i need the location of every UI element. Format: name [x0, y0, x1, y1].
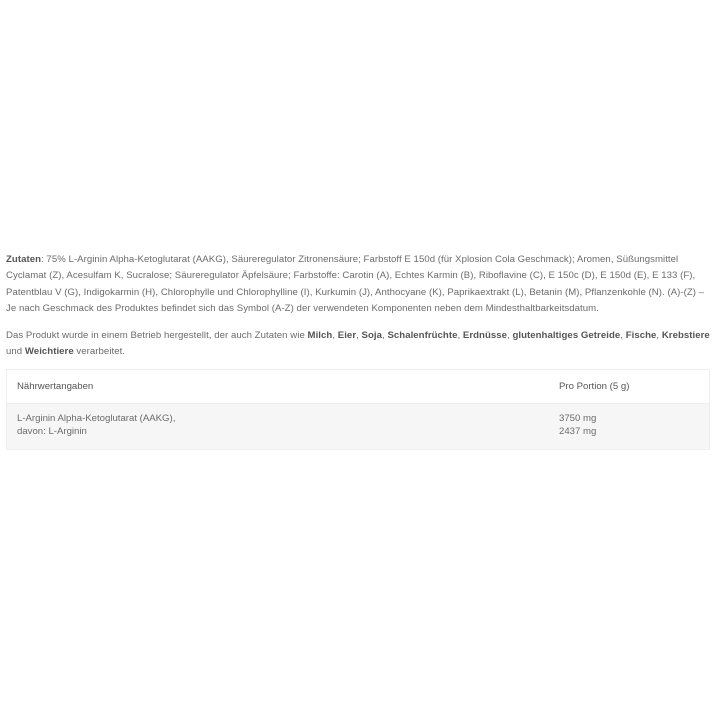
ingredients-text: : 75% L-Arginin Alpha-Ketoglutarat (AAKG), Säureregulator Zitronensäure; Farbstoff E 150d (für Xplosion Cola Geschmack); Aromen, Süßungsmittel Cyclamat (Z), Acesulfam K, Sucralose; Säureregulator Äpfelsäure; Farbstoffe: Carotin (A), Echtes Karmin (B), Riboflavine (C), E 150c (D), E 150d (E), E 133 (F), Patentblau V (G), Indigokarmin (H), Chlorophylle und Chlorophylline (I), Kurkumin (J), Anthocyane (K), Paprikaextrakt (L), Betanin (M), Pflanzenkohle (N). (A)-(Z) – Je nach Geschmack des Produktes befindet sich das Symbol (A-Z) der verwendeten Komponenten neben dem Mindesthaltbarkeitsdatum. [6, 254, 705, 315]
allergen-glutenhaltiges-getreide: glutenhaltiges Getreide [512, 329, 621, 341]
product-info-content [6, 252, 710, 450]
nutrition-value-line: 3750 mg [559, 413, 597, 425]
allergen-erdnuesse: Erdnüsse [462, 329, 508, 341]
nutrition-value-line: 2437 mg [559, 426, 597, 438]
facility-suffix: verarbeitet. [73, 346, 126, 358]
allergen-milch: Milch [307, 329, 333, 341]
nutrition-header-row [7, 370, 710, 404]
nutrition-label-line: L-Arginin Alpha-Ketoglutarat (AAKG), [17, 413, 176, 425]
allergen-soja: Soja [361, 329, 383, 341]
allergen-krebstiere: Krebstiere [661, 329, 710, 341]
allergen-facility-notice: Das Produkt wurde in einem Betrieb hergestellt, der auch Zutaten wie Milch, Eier, Soja, Schalenfrüchte, Erdnüsse, glutenhaltiges Getreide, Fische, Krebstiere und Weichtiere verarbeitet. [6, 329, 710, 358]
allergen-weichtiere: Weichtiere [24, 346, 74, 358]
nutrition-label-line: davon: L-Arginin [17, 426, 87, 438]
table-row [7, 404, 710, 450]
nutrition-header-portion: Pro Portion (5 g) [549, 370, 710, 404]
ingredients-paragraph [6, 252, 710, 318]
nutrition-table [6, 369, 710, 450]
ingredients-label: Zutaten [6, 254, 41, 265]
facility-prefix: Das Produkt wurde in einem Betrieb hergestellt, der auch Zutaten wie [6, 329, 308, 341]
allergen-schalenfruechte: Schalenfrüchte [387, 329, 458, 341]
allergen-fische: Fische [625, 329, 657, 341]
nutrition-header-label: Nährwertangaben [7, 370, 550, 404]
allergen-eier: Eier [337, 329, 357, 341]
nutrition-row-value [549, 404, 710, 450]
nutrition-row-label [7, 404, 550, 450]
facility-conjunction: und [6, 346, 25, 358]
